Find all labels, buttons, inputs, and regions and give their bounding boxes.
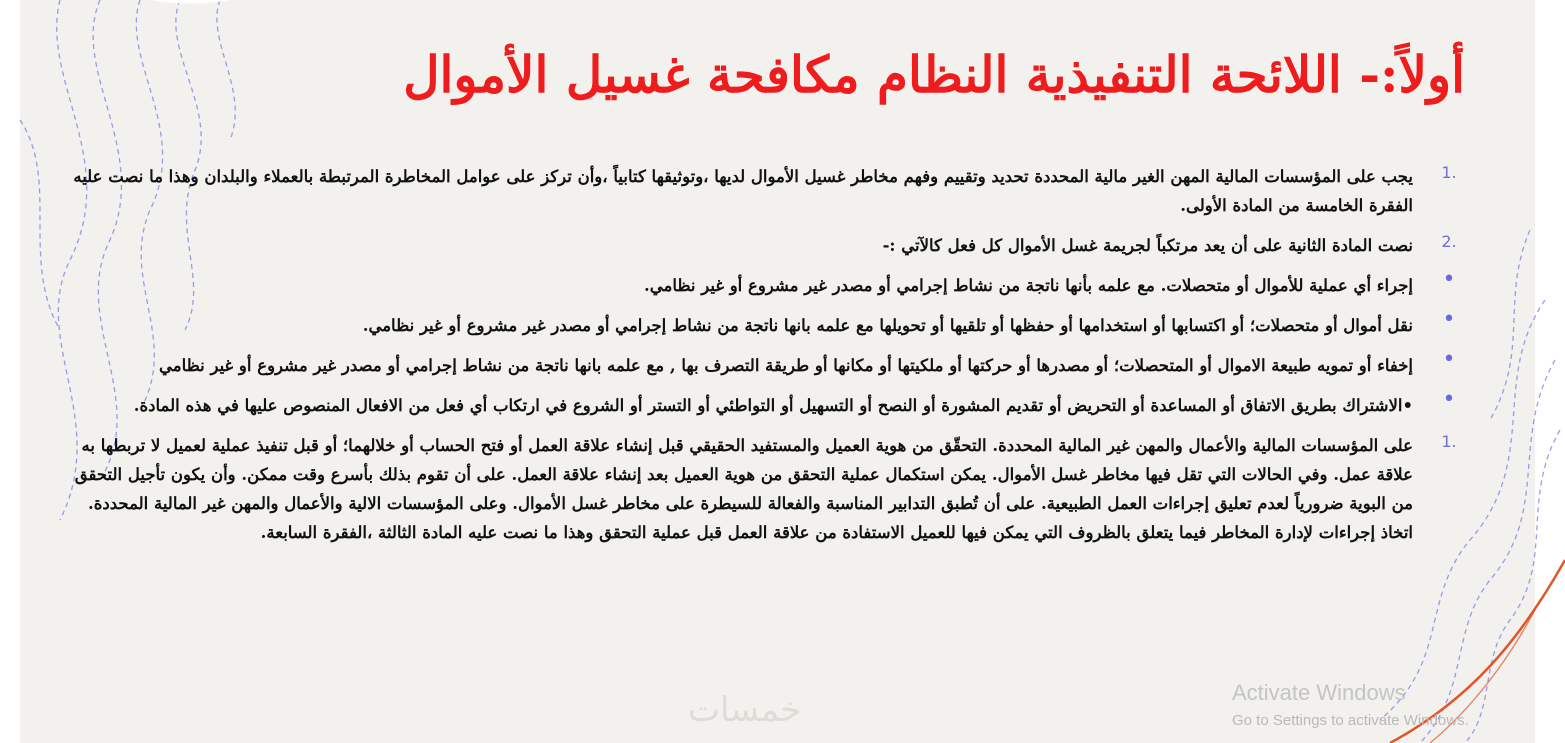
list-item: [70, 431, 1457, 547]
bullet-icon: •: [1442, 387, 1456, 412]
bullet-icon: •: [1442, 347, 1456, 372]
bullet-icon: •: [1442, 267, 1456, 292]
list-item-text: على المؤسسات المالية والأعمال والمهن غير المالية المحددة. التحقّق من هوية العميل والمستفيد الحقيقي قبل إنشاء علاقة العمل أو فتح الحساب أو خلالهما؛ أو قبل تنفيذ عملية لعميل لا تربطها به علاقة عمل. وفي الحالات التي تقل فيها مخاطر غسل الأموال. يمكن استكمال عملية التحقق من هوية العميل بعد إنشاء علاقة العمل. على أن تقوم بذلك بأسرع وقت ممكن. وأن يكون تأجيل التحقق من البوية ضرورياً لعدم تعليق إجراءات العمل الطبيعية. على أن تُطبق التدابير المناسبة والفعالة للسيطرة على مخاطر غسل الأموال. وعلى المؤسسات الالية والأعمال والمهن غير المالية المحددة. اتخاذ إجراءات لإدارة المخاطر فيما يتعلق بالظروف التي يمكن فيها للعميل الاستفادة من علاقة العمل قبل عملية التحقق وهذا ما نصت عليه المادة الثالثة ،الفقرة السابعة.: [74, 436, 1413, 542]
slide-content: [70, 162, 1457, 558]
list-item-text: نقل أموال أو متحصلات؛ أو اكتسابها أو استخدامها أو حفظها أو تلقيها أو تحويلها مع علمه بانها ناتجة من نشاط إجرامي أو مصدر غير مشروع أو غير نظامي.: [362, 316, 1413, 335]
list-number: 2.: [1441, 232, 1457, 251]
watermark-logo: خمسات: [688, 690, 802, 730]
list-number: 1.: [1441, 163, 1457, 182]
list-item: [70, 387, 1456, 420]
list-item: [70, 231, 1457, 260]
list-item-text: نصت المادة الثانية على أن يعد مرتكباً لجريمة غسل الأموال كل فعل كالآتي :-: [882, 236, 1413, 255]
list-item-text: إجراء أي عملية للأموال أو متحصلات. مع علمه بأنها ناتجة من نشاط إجرامي أو مصدر غير مشروع أو غير نظامي.: [644, 276, 1413, 295]
left-margin-strip: [0, 0, 20, 743]
activate-windows-watermark: [1232, 680, 1469, 729]
list-number: 1.: [1441, 432, 1457, 451]
bullet-icon: •: [1442, 307, 1456, 332]
activate-subtitle: Go to Settings to activate Windows.: [1232, 712, 1469, 729]
list-item-text: •الاشتراك بطريق الاتفاق أو المساعدة أو التحريض أو تقديم المشورة أو النصح أو التسهيل أو التواطئي أو التستر أو الشروع في ارتكاب أي فعل من الافعال المنصوص عليها في هذه المادة.: [133, 396, 1413, 415]
activate-title: Activate Windows: [1232, 680, 1406, 705]
slide-title: أولاً:- اللائحة التنفيذية النظام مكافحة غسيل الأموال: [403, 45, 1465, 104]
list-item: [70, 347, 1456, 380]
list-item: [70, 162, 1457, 220]
list-item: [70, 267, 1456, 300]
list-item-text: يجب على المؤسسات المالية المهن الغير مالية المحددة تحديد وتقييم وفهم مخاطر غسيل الأموال لديها ،وتوثيقها كتابياً ،وأن تركز على عوامل المخاطرة المرتبطة بالعملاء والبلدان وهذا ما نصت عليه الفقرة الخامسة من المادة الأولى.: [73, 167, 1413, 215]
list-item-text: إخفاء أو تمويه طبيعة الاموال أو المتحصلات؛ أو مصدرها أو حركتها أو ملكيتها أو مكانها أو طريقة التصرف بها , مع علمه بانها ناتجة من نشاط إجرامي أو مصدر غير مشروع أو غير نظامي: [158, 356, 1413, 375]
right-margin-strip: [1535, 0, 1565, 743]
list-item: [70, 307, 1456, 340]
